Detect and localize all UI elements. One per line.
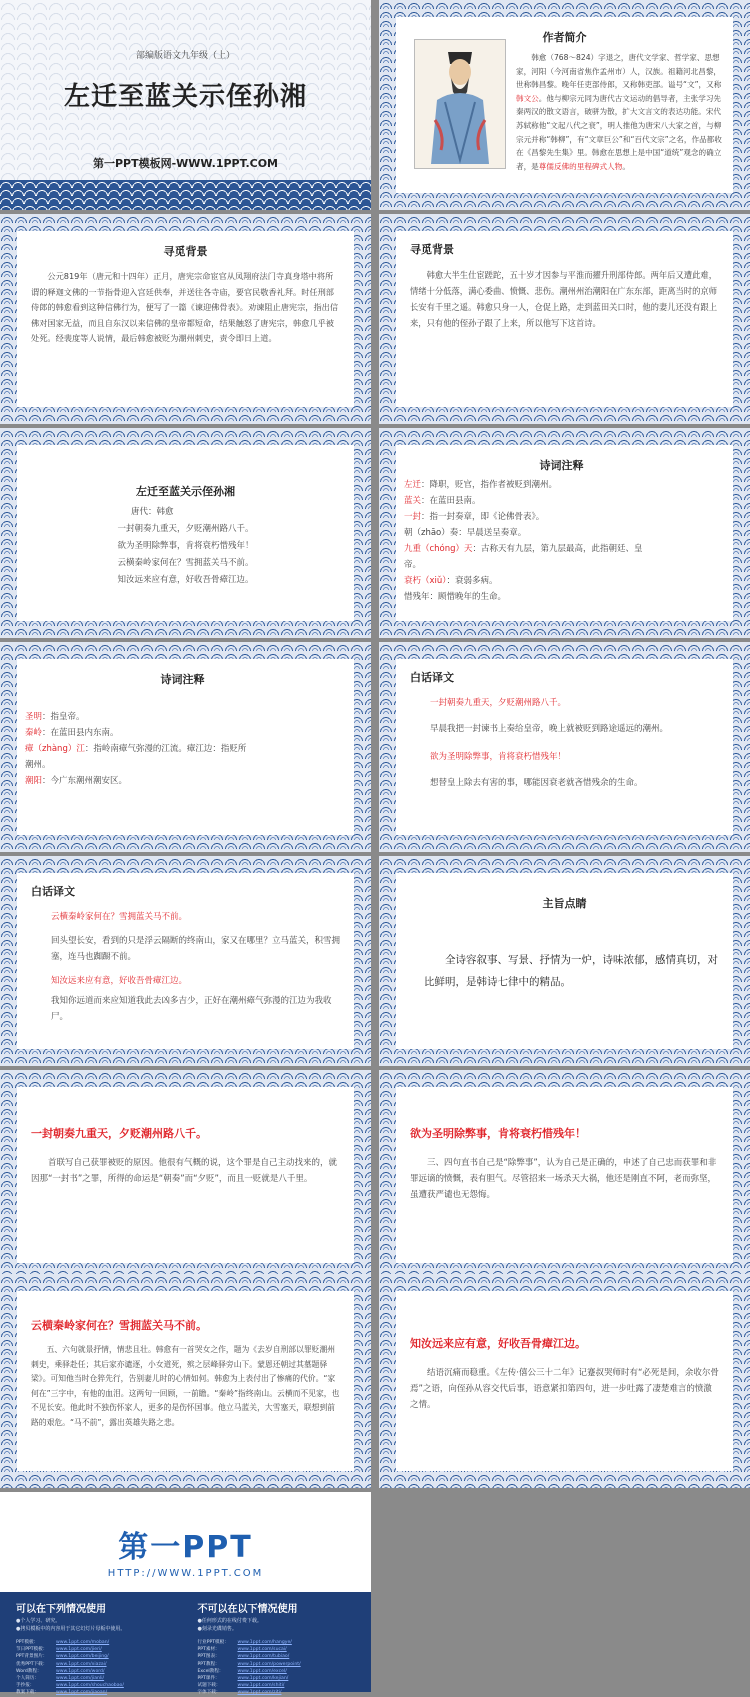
author-bio-red1: 韩文公 (516, 93, 539, 103)
slide-analysis-1 (0, 1070, 371, 1280)
slide-notes-1 (379, 428, 750, 638)
link[interactable]: www.1ppt.com/moban/ (56, 1640, 110, 1645)
notes-heading: 诗词注释 (160, 673, 205, 686)
poem-line: 一封朝奏九重天，夕贬潮州路八千。 (117, 524, 254, 534)
note-item: 蓝关：在蓝田县南。 (404, 496, 481, 506)
slide-cover (0, 0, 371, 210)
translation-verse: 知汝远来应有意，好收吾骨瘴江边。 (51, 976, 188, 986)
analysis-text: 结语沉痛而稳重。《左传·僖公三十二年》记蹇叔哭师时有“必死是间，余收尔骨焉”之语，向侄孙从容交代后事，语意紧扣第四句，进一步吐露了凄楚难言的愤激之情。 (410, 1368, 719, 1410)
can-use-title: 可以在下列情况使用 (16, 1604, 106, 1615)
analysis-text: 首联写自己获罪被贬的原因。他很有气概的说，这个罪是自己主动找来的，就因那“一封书”之罪，所得的命运是“朝奏”而“夕贬”，而且一贬就是八千里。 (31, 1158, 338, 1184)
translation-heading: 白话译文 (31, 885, 75, 898)
note-item: 一封：指一封奏章，即《论佛骨表》。 (404, 512, 545, 522)
poem-line: 知汝远来应有意，好收吾骨瘴江边。 (117, 575, 254, 585)
note-item: 朝（zhāo）奏：早晨送呈奏章。 (404, 528, 527, 538)
poem-line: 欲为圣明除弊事，肯将衰朽惜残年！ (117, 541, 254, 551)
slide-ad (0, 1492, 371, 1696)
note-item: 潮阳：今广东潮州潮安区。 (25, 776, 128, 786)
can-use-note: ●个人学习、研究。 (16, 1618, 61, 1624)
link[interactable]: www.1ppt.com/xiazai/ (56, 1661, 107, 1667)
background-text: 公元819年（唐元和十四年）正月，唐宪宗命宦官从凤翔府法门寺真身塔中将所谓的释迦文佛的一节指骨迎入宫廷供奉，并送往各寺庙，要官民敬香礼拜。时任刑部侍郎的韩愈看到这种信佛行为，便写了一篇《谏迎佛骨表》。劝谏阻止唐宪宗，指出信佛对国家无益，而且自东汉以来信佛的皇帝都短命，结果触怒了唐宪宗，韩愈几乎被处死。经裴度等人说情，最后韩愈被贬为潮州刺史，责令即日上道。 (31, 271, 339, 344)
author-bio (516, 51, 723, 173)
cover-title: 左迁至蓝关示侄孙湘 (63, 82, 307, 112)
note-item: 惜残年：顾惜晚年的生命。 (404, 592, 507, 602)
link[interactable]: www.1ppt.com/shiti/ (237, 1683, 285, 1689)
author-portrait (414, 39, 506, 169)
link[interactable]: www.1ppt.com/jianli/ (56, 1676, 105, 1682)
cannot-use-note: ●任何形式的在线付费下载。 (197, 1618, 262, 1624)
slide-background-2 (379, 214, 750, 424)
link[interactable]: www.1ppt.com/tubiao/ (237, 1654, 290, 1660)
ppt-logo: 第一PPT (118, 1530, 253, 1565)
notes-heading: 诗词注释 (539, 459, 584, 472)
translation-text: 回头望长安，看到的只是浮云隔断的终南山，家又在哪里？立马蓝关，积雪拥塞，连马也踟蹰不前。 (51, 936, 341, 962)
analysis-text: 五、六句就景抒情，情悲且壮。韩愈有一首哭女之作，题为《去岁自刑部以罪贬潮州刺史，乘驿赴任；其后家亦谴逐，小女道死，殡之层峰驿旁山下。蒙恩还朝过其墓题驿梁》。可知他当时仓猝先行，告别妻儿时的心情如何。韩愈为上表付出了惨痛的代价。“家何在”三字中，有他的血泪。这两句一回顾，一前瞻。“秦岭”指终南山。云横而不见家，也不见长安。他此时不独伤怀家人，更多的是伤怀国事。他立马蓝关，大雪塞天，联想到前路的艰危。“马不前”，露出英雄失路之悲。 (31, 1345, 340, 1427)
theme-text: 全诗容叙事、写景、抒情为一炉，诗味浓郁，感情真切，对比鲜明，是韩诗七律中的精品。 (424, 954, 718, 988)
translation-text: 想替皇上除去有害的事，哪能因衰老就吝惜残余的生命。 (430, 778, 643, 788)
translation-verse: 云横秦岭家何在？雪拥蓝关马不前。 (51, 912, 188, 922)
link[interactable]: www.1ppt.com/sucai/ (237, 1647, 287, 1653)
note-item: 瘴（zhàng）江：指岭南瘴气弥漫的江流。瘴江边：指贬所潮州。 (25, 744, 247, 770)
background-heading: 寻觅背景 (410, 243, 454, 256)
slide-theme (379, 856, 750, 1066)
translation-verse: 一封朝奏九重天，夕贬潮州路八千。 (430, 698, 567, 708)
poem-title: 左迁至蓝关示侄孙湘 (136, 485, 235, 498)
slide-background-1 (0, 214, 371, 424)
author-bio-part1: 韩愈（768～824）字退之，唐代文学家、哲学家、思想家，河阳（今河南省焦作孟州市）人，汉族。祖籍河北昌黎，世称韩昌黎。晚年任吏部侍郎，又称韩吏部。谥号“文”，又称 (516, 53, 722, 90)
link[interactable]: www.1ppt.com/beijing/ (56, 1654, 109, 1660)
link[interactable]: www.1ppt.com/excel/ (237, 1668, 287, 1674)
poem-line: 云横秦岭家何在？雪拥蓝关马不前。 (117, 558, 254, 568)
analysis-verse: 云横秦岭家何在？雪拥蓝关马不前。 (31, 1319, 207, 1332)
analysis-verse: 知汝远来应有意，好收吾骨瘴江边。 (410, 1337, 586, 1350)
cannot-use-title: 不可以在以下情况使用 (197, 1604, 298, 1615)
author-heading: 作者简介 (542, 31, 587, 44)
slide-analysis-4 (379, 1274, 750, 1488)
han-yu-portrait-image (415, 40, 505, 168)
note-item: 衰朽（xiǔ）：衰弱多病。 (404, 576, 498, 586)
analysis-verse: 一封朝奏九重天，夕贬潮州路八千。 (31, 1127, 207, 1140)
author-bio-end: 。 (622, 161, 630, 171)
slide-analysis-3 (0, 1274, 371, 1488)
translation-text: 早晨我把一封谏书上奏给皇帝，晚上就被贬到路途遥远的潮州。 (430, 724, 669, 734)
translation-verse: 欲为圣明除弊事，肯将衰朽惜残年！ (430, 752, 567, 762)
links-right: 行业PPT模板： www.1ppt.com/hangye/ PPT素材： www.1ppt.com/sucai/ PPT图表： www.1ppt.com/tubiao/ PPT教程： www.1ppt.com/powerpoint/ Excel教程： www.1ppt.com/excel/ PPT课件： www.1ppt.com/kejian/ 试题下载： www.1ppt.com/shiti/ 字体下载： www.1ppt.com/ziti/ (197, 1640, 301, 1696)
link[interactable]: www.1ppt.com/kejian/ (237, 1676, 289, 1682)
analysis-verse: 欲为圣明除弊事，肯将衰朽惜残年！ (410, 1127, 586, 1140)
slide-author (379, 0, 750, 210)
note-item: 左迁：降职，贬官，指作者被贬到潮州。 (404, 480, 558, 490)
analysis-text: 三、四句直书自己是“除弊事”，认为自己是正确的，申述了自己忠而获罪和非罪远谪的愤慨，表有胆气。尽管招来一场杀天大祸，他还是刚直不阿，老而弥坚，虽遭获严谴也无怨悔。 (410, 1158, 717, 1200)
poem-author: 唐代：韩愈 (131, 507, 174, 517)
note-item: 秦岭：在蓝田县内东南。 (25, 728, 119, 738)
slide-translation-1 (379, 642, 750, 852)
translation-text: 我知你远道而来应知道我此去凶多吉少，正好在潮州瘴气弥漫的江边为我收尸。 (51, 996, 332, 1022)
author-bio-red2: 尊儒反佛的里程碑式人物 (538, 161, 623, 171)
theme-heading: 主旨点睛 (542, 897, 587, 910)
translation-heading: 白话译文 (410, 671, 454, 684)
slide-analysis-2 (379, 1070, 750, 1280)
link[interactable]: www.1ppt.com/word/ (56, 1668, 105, 1674)
slide-notes-2 (0, 642, 371, 852)
ad-panel (0, 1592, 371, 1696)
background-heading: 寻觅背景 (163, 245, 208, 258)
link[interactable]: www.1ppt.com/shouchaobao/ (56, 1683, 124, 1689)
author-bio-part2: 。他与柳宗元同为唐代古文运动的倡导者，主张学习先秦两汉的散文语言，破骈为散，扩大文言文的表达功能。宋代苏轼称他“文起八代之衰”，明人推他为唐宋八大家之首，与柳宗元并称“韩柳”，有“文章巨公”和“百代文宗”之名，作品都收在《昌黎先生集》里。韩愈在思想上是中国“道统”观念的确立者，是 (516, 93, 722, 171)
background-text: 韩愈大半生仕宦蹉跎，五十岁才因参与平淮而擢升刑部侍郎。两年后又遭此难，情绪十分低落，满心委曲、愤慨、悲伤。潮州州治潮阳在广东东部，距离当时的京师长安有千里之遥。韩愈只身一人，仓促上路，走到蓝田关口时，他的妻儿还没有跟上来，只有他的侄孙子跟了上来，所以他写下这首诗。 (410, 270, 717, 328)
slide-poem (0, 428, 371, 638)
can-use-note: ●拷贝模板中的内容用于其它幻灯片母板中使用。 (16, 1626, 126, 1632)
link[interactable]: www.1ppt.com/jieri/ (56, 1647, 102, 1653)
ppt-url[interactable]: HTTP://WWW.1PPT.COM (107, 1568, 264, 1579)
link[interactable]: www.1ppt.com/jiaoan/ (56, 1690, 108, 1696)
slide-translation-2 (0, 856, 371, 1066)
cover-subtitle: 部编版语文九年级（上） (135, 51, 235, 61)
link[interactable]: www.1ppt.com/ziti/ (237, 1690, 282, 1696)
note-item: 九重（chóng）天：古称天有九层，第九层最高，此指朝廷、皇帝。 (404, 544, 643, 570)
cannot-use-note: ●刻录光碟销售。 (197, 1626, 237, 1632)
cover-site: 第一PPT模板网-WWW.1PPT.COM (92, 157, 279, 170)
link[interactable]: www.1ppt.com/hangye/ (237, 1640, 292, 1645)
link[interactable]: www.1ppt.com/powerpoint/ (237, 1661, 301, 1667)
links-left: PPT模板： www.1ppt.com/moban/ 节日PPT模板： www.1ppt.com/jieri/ PPT背景图片： www.1ppt.com/beijing/ 优秀PPT下载： www.1ppt.com/xiazai/ Word教程： www.1ppt.com/word/ 个人简历： www.1ppt.com/jianli/ 手抄报： www.1ppt.com/shouchaobao/ 教案下载： www.1ppt.com/jiaoan/ (16, 1640, 124, 1696)
note-item: 圣明：指皇帝。 (25, 712, 85, 722)
wave-pattern-bottom (0, 180, 371, 210)
